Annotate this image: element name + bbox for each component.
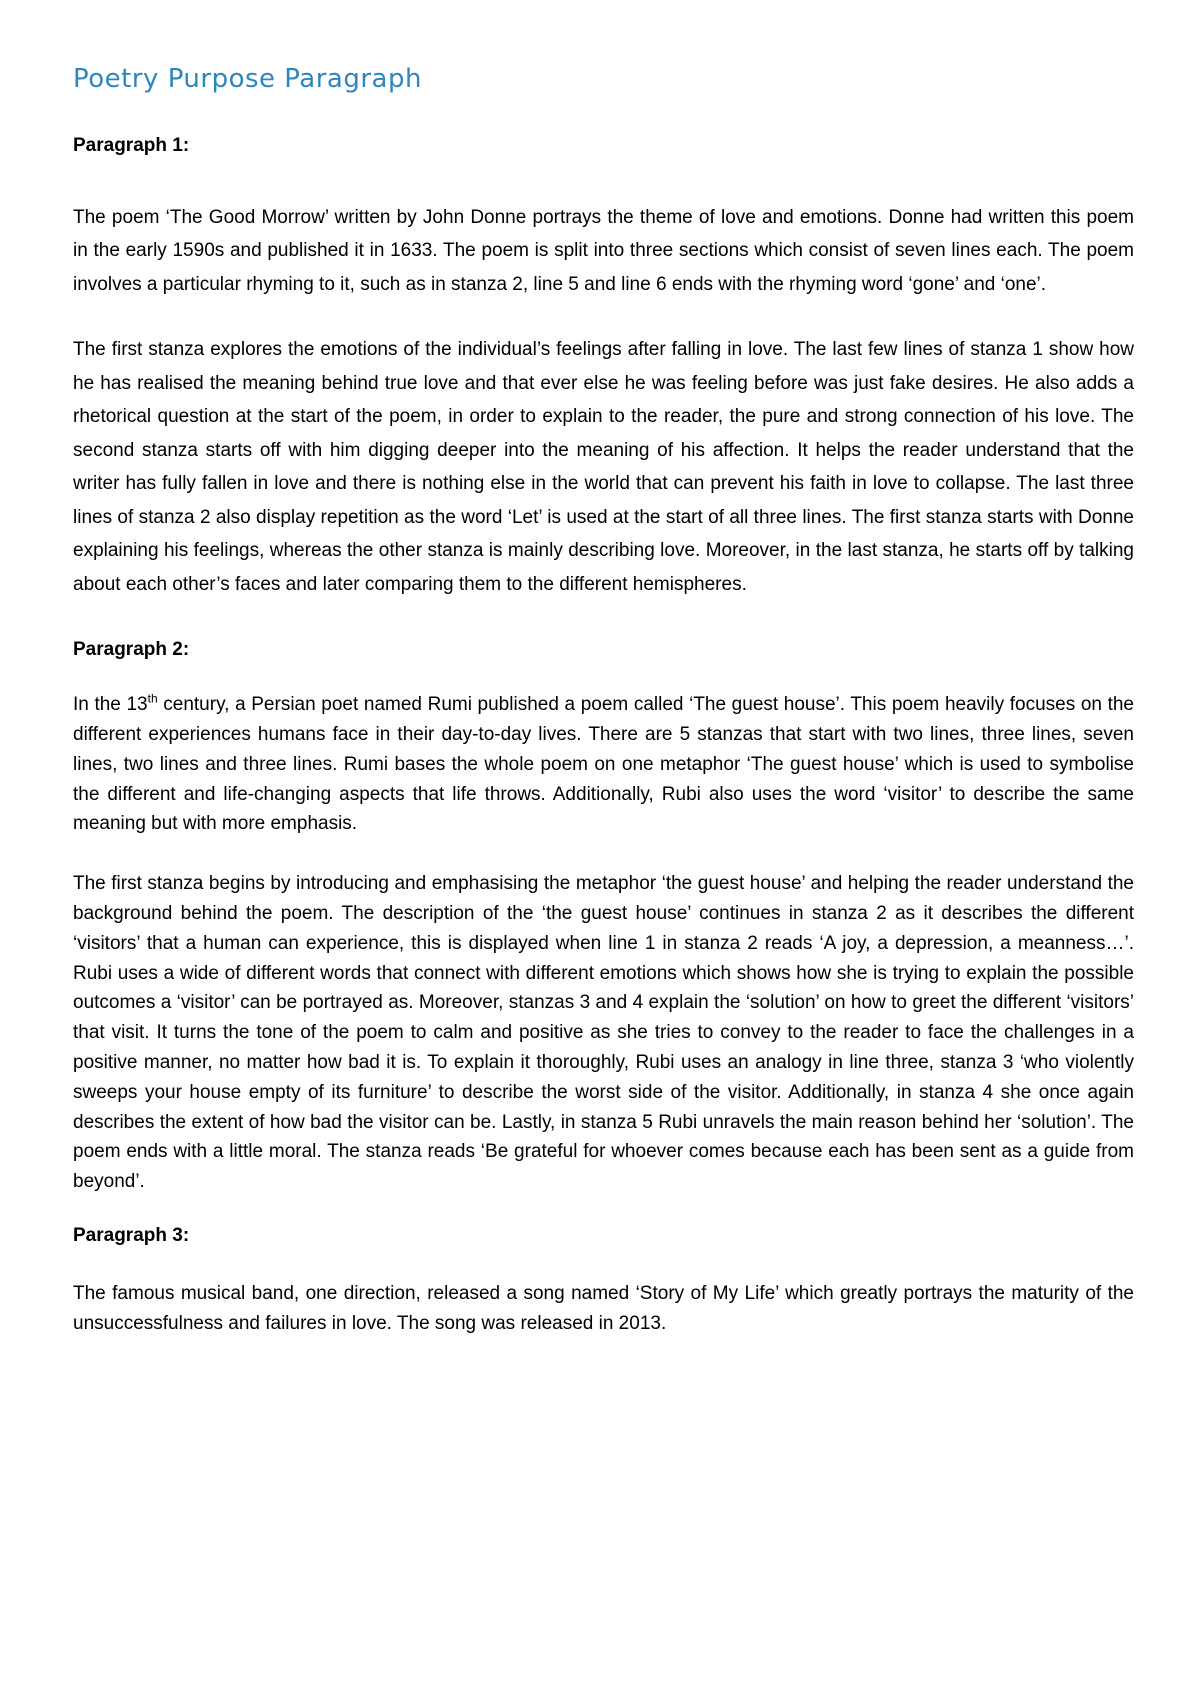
body-paragraph: The first stanza explores the emotions of the individual’s feelings after falling in love. The last few lines of stanza 1 show how he has realised the meaning behind true love and that ever else he was feeling before was just fake desires. He also adds a rhetorical question at the start of the poem, in order to explain to the reader, the pure and strong connection of his love. The second stanza starts off with him digging deeper into the meaning of his affection. It helps the reader understand that the writer has fully fallen in love and there is nothing else in the world that can prevent his faith in love to collapse. The last three lines of stanza 2 also display repetition as the word ‘Let’ is used at the start of all three lines. The first stanza starts with Donne explaining his feelings, whereas the other stanza is mainly describing love. Moreover, in the last stanza, he starts off by talking about each other’s faces and later comparing them to the different hemispheres. (73, 339, 1134, 595)
document-title: Poetry Purpose Paragraph (73, 64, 422, 94)
document-page (73, 64, 1134, 1338)
body-paragraph: The first stanza begins by introducing and emphasising the metaphor ‘the guest house’ and helping the reader understand the background behind the poem. The description of the ‘the guest house’ continues in stanza 2 as it describes the different ‘visitors’ that a human can experience, this is displayed when line 1 in stanza 2 reads ‘A joy, a depression, a meanness…’. Rubi uses a wide of different words that connect with different emotions which shows how she is trying to explain the possible outcomes a ‘visitor’ can be portrayed as. Moreover, stanzas 3 and 4 explain the ‘solution’ on how to greet the different ‘visitors’ that visit. It turns the tone of the poem to calm and positive as she tries to convey to the reader to face the challenges in a positive manner, no matter how bad it is. To explain it thoroughly, Rubi uses an analogy in line three, stanza 3 ‘who violently sweeps your house empty of its furniture’ to describe the worst side of the visitor. Additionally, in stanza 4 she once again describes the extent of how bad the visitor can be. Lastly, in stanza 5 Rubi unravels the main reason behind her ‘solution’. The poem ends with a little moral. The stanza reads ‘Be grateful for whoever comes because each has been sent as a guide from beyond’. (73, 873, 1134, 1193)
section-heading: Paragraph 2: (73, 639, 190, 661)
section-paragraph-1 (73, 135, 1134, 601)
paragraph-text-start: In the 13 (73, 694, 148, 716)
section-paragraph-3 (73, 1225, 1134, 1338)
body-paragraph: The poem ‘The Good Morrow’ written by John Donne portrays the theme of love and emotions. Donne had written this poem in the early 1590s and published it in 1633. The poem is split into three sections which consist of seven lines each. The poem involves a particular rhyming to it, such as in stanza 2, line 5 and line 6 ends with the rhyming word ‘gone’ and ‘one’. (73, 206, 1134, 295)
body-paragraph: The famous musical band, one direction, released a song named ‘Story of My Life’ which greatly portrays the maturity of the unsuccessfulness and failures in love. The song was released in 2013. (73, 1282, 1134, 1334)
body-paragraph (73, 690, 1134, 839)
section-paragraph-2 (73, 639, 1134, 1197)
section-heading: Paragraph 1: (73, 135, 190, 157)
section-heading: Paragraph 3: (73, 1225, 190, 1247)
paragraph-text-rest: century, a Persian poet named Rumi published a poem called ‘The guest house’. This poem heavily focuses on the different experiences humans face in their day-to-day lives. There are 5 stanzas that start with two lines, three lines, seven lines, two lines and three lines. Rumi bases the whole poem on one metaphor ‘The guest house’ which is used to symbolise the different and life-changing aspects that life throws. Additionally, Rubi also uses the word ‘visitor’ to describe the same meaning but with more emphasis. (73, 694, 1134, 835)
ordinal-suffix: th (147, 691, 158, 706)
